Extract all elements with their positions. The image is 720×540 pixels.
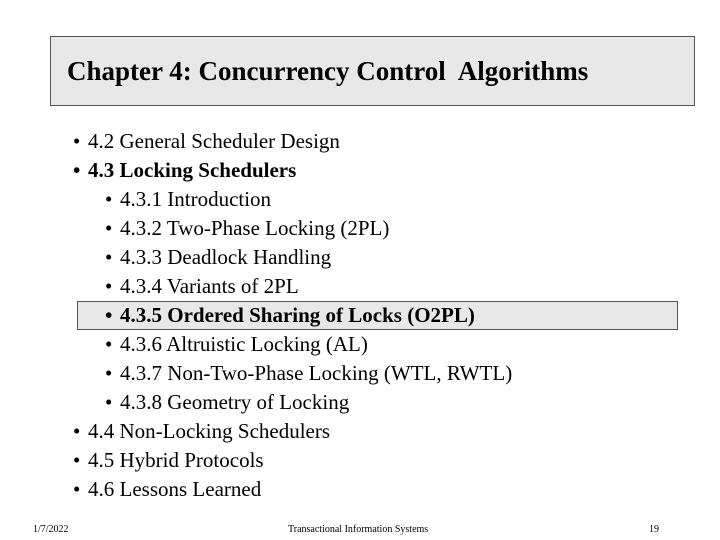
outline-item bbox=[0, 301, 720, 330]
outline-item-text: 4.3.5 Ordered Sharing of Locks (O2PL) bbox=[120, 303, 475, 327]
bullet-icon: • bbox=[73, 129, 81, 153]
bullet-icon: • bbox=[105, 332, 113, 356]
outline-item bbox=[0, 214, 720, 243]
outline-item-text: 4.3.4 Variants of 2PL bbox=[120, 274, 299, 298]
outline-item-text: 4.3 Locking Schedulers bbox=[88, 158, 297, 182]
outline-item-text: 4.3.6 Altruistic Locking (AL) bbox=[120, 332, 368, 356]
footer-title: Transactional Information Systems bbox=[288, 524, 429, 535]
outline-item-text: 4.3.7 Non-Two-Phase Locking (WTL, RWTL) bbox=[120, 361, 513, 385]
outline-item bbox=[0, 243, 720, 272]
outline-item-text: 4.6 Lessons Learned bbox=[88, 477, 262, 501]
outline-list bbox=[0, 127, 720, 504]
bullet-icon: • bbox=[105, 216, 113, 240]
outline-item bbox=[0, 156, 720, 185]
outline-item bbox=[0, 127, 720, 156]
outline-item-text: 4.5 Hybrid Protocols bbox=[88, 448, 264, 472]
bullet-icon: • bbox=[105, 274, 113, 298]
outline-item-text: 4.3.3 Deadlock Handling bbox=[120, 245, 332, 269]
bullet-icon: • bbox=[105, 245, 113, 269]
footer-date: 1/7/2022 bbox=[33, 524, 69, 535]
outline-item-text: 4.3.2 Two-Phase Locking (2PL) bbox=[120, 216, 390, 240]
bullet-icon: • bbox=[73, 448, 81, 472]
outline-item-text: 4.2 General Scheduler Design bbox=[88, 129, 340, 153]
bullet-icon: • bbox=[105, 361, 113, 385]
outline-item bbox=[0, 272, 720, 301]
outline-item-text: 4.3.1 Introduction bbox=[120, 187, 272, 211]
bullet-icon: • bbox=[73, 477, 81, 501]
bullet-icon: • bbox=[105, 303, 113, 327]
bullet-icon: • bbox=[105, 390, 113, 414]
outline-item-text: 4.3.8 Geometry of Locking bbox=[120, 390, 350, 414]
outline-item bbox=[0, 446, 720, 475]
footer-page-number: 19 bbox=[649, 524, 659, 535]
outline-item bbox=[0, 359, 720, 388]
outline-item-text: 4.4 Non-Locking Schedulers bbox=[88, 419, 331, 443]
outline-item bbox=[0, 185, 720, 214]
outline-item bbox=[0, 330, 720, 359]
bullet-icon: • bbox=[73, 419, 81, 443]
bullet-icon: • bbox=[73, 158, 81, 182]
bullet-icon: • bbox=[105, 187, 113, 211]
title-box bbox=[50, 36, 695, 106]
outline-item bbox=[0, 417, 720, 446]
outline-item bbox=[0, 475, 720, 504]
slide-title: Chapter 4: Concurrency Control Algorithms bbox=[67, 56, 589, 86]
outline-item bbox=[0, 388, 720, 417]
